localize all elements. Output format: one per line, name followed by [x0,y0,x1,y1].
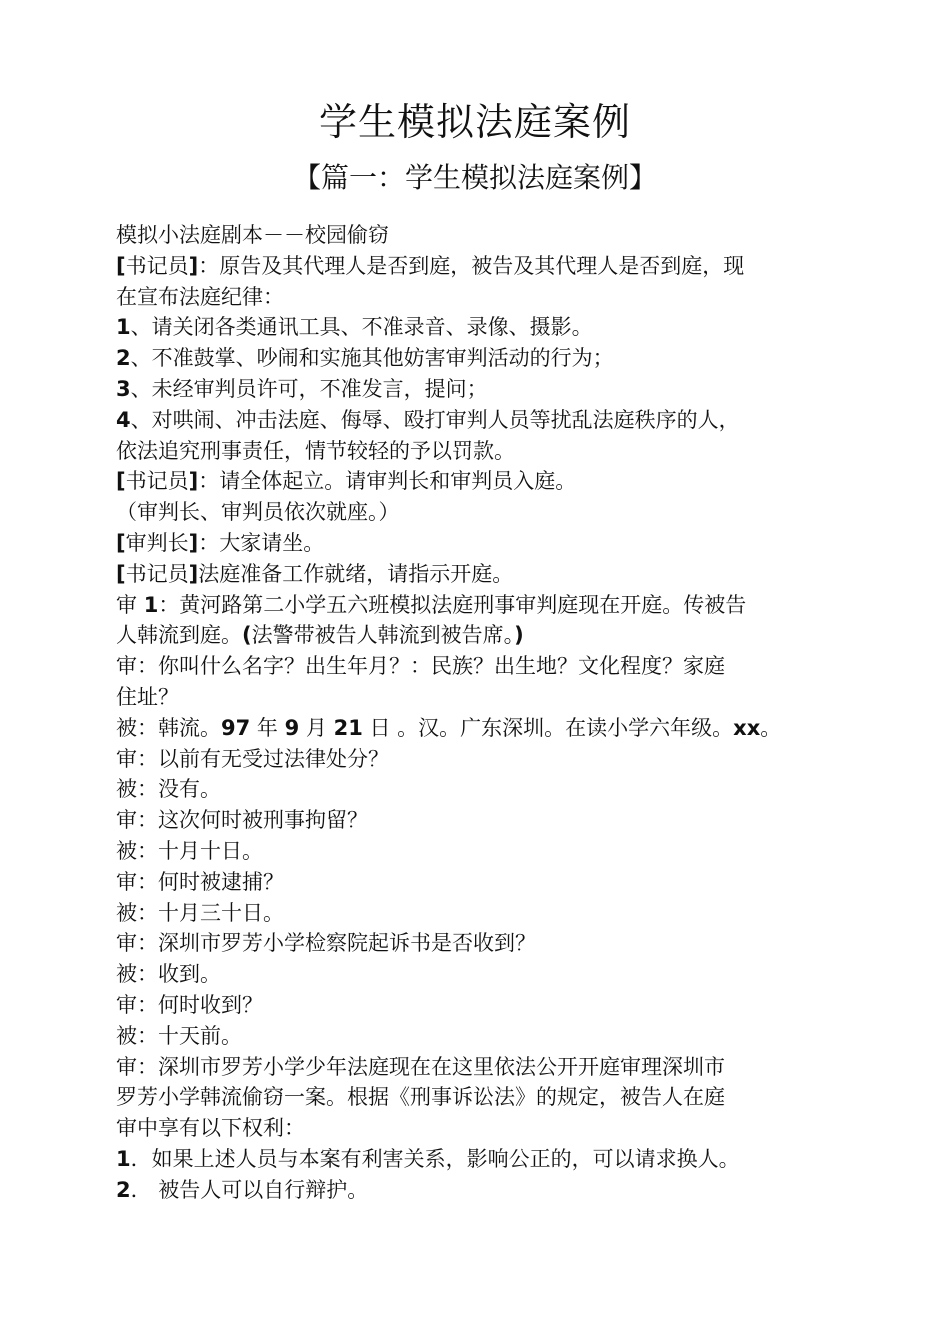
text-line [116,651,846,682]
text-segment: [ [116,469,126,494]
text-segment: 、对哄闹、冲击法庭、侮辱、殴打审判人员等扰乱法庭秩序的人， [130,407,740,432]
text-segment: 依法追究刑事责任，情节较轻的予以罚款。 [116,438,515,463]
text-segment: 书记员 [125,253,189,278]
document-body [116,220,846,1206]
text-segment: ：原告及其代理人是否到庭，被告及其代理人是否到庭，现 [198,253,745,278]
text-segment: 住址？ [116,684,179,709]
text-line [116,867,846,898]
text-segment: [ [116,530,126,555]
text-line [116,1113,846,1144]
text-segment: 被：收到。 [116,962,221,987]
text-line [116,744,846,775]
text-segment: 1 [116,315,131,340]
text-line [116,374,846,405]
text-segment: 在宣布法庭纪律： [116,284,284,309]
text-segment: 、未经审判员许可，不准发言，提问； [130,376,488,401]
text-segment: 4 [116,407,131,432]
text-segment: [ [116,561,126,586]
text-segment: 2 [116,1177,131,1202]
text-line [116,928,846,959]
text-segment: 2 [116,346,131,371]
text-line [116,682,846,713]
text-segment: ( [242,623,252,648]
text-segment: 被：没有。 [116,777,221,802]
text-segment: 法警带被告人韩流到被告席。 [251,623,515,648]
text-segment: 审 [116,592,144,617]
text-segment: 审中享有以下权利： [116,1116,305,1141]
text-segment: 罗芳小学韩流偷窃一案。根据《刑事诉讼法》的规定，被告人在庭 [116,1085,725,1110]
text-segment: 被：韩流。 [116,715,221,740]
text-line [116,497,846,528]
text-line [116,559,846,590]
text-line [116,1021,846,1052]
text-segment: 被：十月十日。 [116,838,263,863]
text-segment: 审：这次何时被刑事拘留？ [116,808,368,833]
text-line [116,990,846,1021]
text-line [116,405,846,436]
text-segment: （审判长、审判员依次就座。） [116,500,400,525]
text-segment: ． 被告人可以自行辩护。 [130,1177,369,1202]
text-segment: 法庭准备工作就绪，请指示开庭。 [198,561,514,586]
text-segment: 审：以前有无受过法律处分？ [116,746,389,771]
text-segment: 模拟小法庭剧本－－校园偷窃 [116,223,389,247]
text-segment: 书记员 [125,469,189,494]
text-segment: 被：十天前。 [116,1023,242,1048]
text-segment: [ [116,253,126,278]
text-line [116,528,846,559]
text-segment: 。 [760,715,782,740]
text-segment: 审：你叫什么名字？出生年月？：民族？出生地？文化程度？家庭 [116,654,725,679]
text-segment: ：请全体起立。请审判长和审判员入庭。 [198,469,577,494]
text-line [116,220,846,251]
text-line [116,590,846,621]
text-segment: 被：十月三十日。 [116,900,284,925]
text-line [116,1144,846,1175]
text-segment: 97 [221,715,251,740]
text-segment: xx [733,715,761,740]
text-line [116,898,846,929]
text-line [116,343,846,374]
text-segment: ．如果上述人员与本案有利害关系，影响公正的，可以请求换人。 [130,1146,740,1171]
text-line [116,436,846,467]
text-line [116,312,846,343]
text-segment: ] [188,561,199,586]
text-segment: 日 。汉。广东深圳。在读小学六年级。 [362,715,734,740]
text-segment: ) [514,623,524,648]
text-segment: 、请关闭各类通讯工具、不准录音、录像、摄影。 [130,315,593,340]
text-line [116,774,846,805]
text-segment: 年 [250,715,285,740]
text-segment: 人韩流到庭。 [116,623,242,648]
text-segment: 1 [116,1146,131,1171]
text-segment: ：黄河路第二小学五六班模拟法庭刑事审判庭现在开庭。传被告 [158,592,747,617]
text-line [116,282,846,313]
text-segment: 审：何时被逮捕？ [116,869,284,894]
text-line [116,1052,846,1083]
text-line [116,959,846,990]
text-segment: ：大家请坐。 [198,530,325,555]
text-segment: 审：何时收到？ [116,992,263,1017]
text-segment: 1 [143,592,159,617]
text-segment: 审：深圳市罗芳小学少年法庭现在在这里依法公开开庭审理深圳市 [116,1054,725,1079]
text-segment: ] [188,469,199,494]
text-segment: 21 [333,715,363,740]
text-segment: 月 [299,715,334,740]
text-segment: 、不准鼓掌、吵闹和实施其他妨害审判活动的行为； [130,346,614,371]
text-line [116,805,846,836]
text-segment: ] [188,253,199,278]
text-line [116,1082,846,1113]
text-segment: 3 [116,376,131,401]
document-title: 学生模拟法庭案例 [318,100,631,144]
text-line [116,251,846,282]
section-heading: 【篇一：学生模拟法庭案例】 [292,161,657,194]
text-line [116,836,846,867]
text-segment: 审判长 [125,530,189,555]
text-line [116,620,846,651]
text-segment: ] [188,530,199,555]
text-segment: 书记员 [125,561,189,586]
text-segment: 审：深圳市罗芳小学检察院起诉书是否收到？ [116,931,536,956]
text-line [116,466,846,497]
text-segment: 9 [284,715,300,740]
text-line [116,1175,846,1206]
text-line [116,713,846,744]
